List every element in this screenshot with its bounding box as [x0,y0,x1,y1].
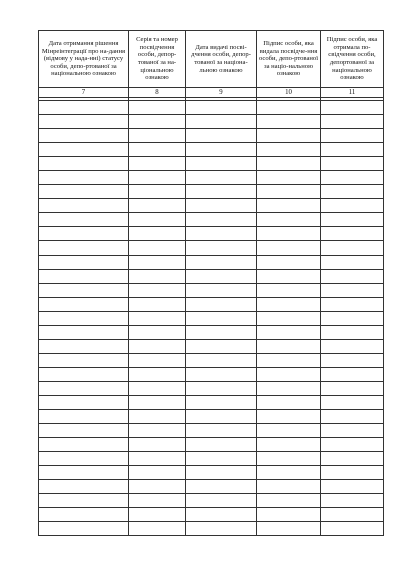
blank-cell [129,466,186,480]
table-row [39,311,384,325]
blank-cell [321,297,384,311]
blank-cell [186,452,257,466]
blank-cell [257,466,321,480]
blank-cell [129,297,186,311]
table-row [39,325,384,339]
blank-cell [129,129,186,143]
blank-cell [129,157,186,171]
blank-cell [257,297,321,311]
blank-cell [186,381,257,395]
blank-cell [186,101,257,115]
blank-cell [257,241,321,255]
blank-cell [186,283,257,297]
blank-cell [39,311,129,325]
table-row [39,395,384,409]
blank-cell [321,480,384,494]
ledger-body [39,101,384,536]
blank-cell [186,508,257,522]
blank-cell [39,522,129,536]
blank-cell [257,480,321,494]
blank-cell [129,424,186,438]
blank-cell [321,269,384,283]
blank-cell [257,129,321,143]
blank-cell [321,494,384,508]
blank-cell [321,452,384,466]
blank-cell [129,367,186,381]
table-row [39,297,384,311]
blank-cell [321,522,384,536]
blank-cell [39,283,129,297]
col-header-issue-date: Дата видачі посві-дчення особи, депор-тованої за націона-льною ознакою [186,31,257,88]
blank-cell [39,143,129,157]
blank-cell [39,269,129,283]
blank-cell [321,353,384,367]
table-row [39,410,384,424]
blank-cell [186,522,257,536]
blank-cell [129,115,186,129]
blank-cell [257,283,321,297]
col-number: 10 [257,88,321,98]
col-number: 7 [39,88,129,98]
blank-cell [39,452,129,466]
col-number: 9 [186,88,257,98]
blank-cell [321,367,384,381]
blank-cell [129,494,186,508]
table-row [39,508,384,522]
blank-cell [129,269,186,283]
blank-cell [257,381,321,395]
blank-cell [186,438,257,452]
blank-cell [129,143,186,157]
col-header-issuer-signature: Підпис особи, яка видала посвідче-ння особи, депо-ртованої за націо-нальною ознакою [257,31,321,88]
table-row [39,171,384,185]
blank-cell [257,494,321,508]
blank-cell [321,143,384,157]
header-row [39,31,384,88]
blank-cell [257,410,321,424]
blank-cell [186,157,257,171]
blank-cell [186,466,257,480]
blank-cell [257,325,321,339]
blank-cell [257,522,321,536]
blank-cell [39,381,129,395]
blank-cell [39,339,129,353]
table-row [39,213,384,227]
table-row [39,269,384,283]
table-row [39,143,384,157]
blank-cell [39,199,129,213]
blank-cell [129,311,186,325]
blank-cell [257,508,321,522]
blank-cell [39,325,129,339]
blank-cell [39,438,129,452]
blank-cell [257,353,321,367]
blank-cell [257,171,321,185]
blank-cell [129,325,186,339]
blank-cell [321,466,384,480]
blank-cell [186,325,257,339]
blank-cell [129,241,186,255]
col-header-recipient-signature: Підпис особи, яка отримала по-свідчення особи, депортованої за національною ознакою [321,31,384,88]
blank-cell [39,480,129,494]
blank-cell [186,143,257,157]
blank-cell [129,395,186,409]
blank-cell [129,438,186,452]
blank-cell [321,227,384,241]
col-header-certificate-number: Серія та номер посвідчення особи, депор-тованої за на-ціональною ознакою [129,31,186,88]
blank-cell [39,367,129,381]
blank-cell [186,115,257,129]
blank-cell [39,494,129,508]
blank-cell [39,227,129,241]
table-row [39,199,384,213]
table-row [39,522,384,536]
blank-cell [321,157,384,171]
blank-cell [321,255,384,269]
blank-cell [39,353,129,367]
blank-cell [321,101,384,115]
blank-cell [321,410,384,424]
blank-cell [186,269,257,283]
blank-cell [186,171,257,185]
blank-cell [321,311,384,325]
table-row [39,381,384,395]
blank-cell [129,199,186,213]
blank-cell [257,452,321,466]
blank-cell [257,438,321,452]
blank-cell [186,227,257,241]
blank-cell [186,353,257,367]
blank-cell [257,339,321,353]
blank-cell [257,199,321,213]
table-row [39,255,384,269]
table-row [39,353,384,367]
blank-cell [321,381,384,395]
blank-cell [39,129,129,143]
blank-cell [257,395,321,409]
blank-cell [39,185,129,199]
blank-cell [257,311,321,325]
blank-cell [321,424,384,438]
blank-cell [129,339,186,353]
blank-cell [257,115,321,129]
blank-cell [129,185,186,199]
blank-cell [257,424,321,438]
blank-cell [39,424,129,438]
table-row [39,115,384,129]
blank-cell [321,129,384,143]
blank-cell [129,283,186,297]
blank-cell [257,213,321,227]
blank-cell [129,410,186,424]
blank-cell [129,227,186,241]
blank-cell [186,424,257,438]
blank-cell [257,157,321,171]
blank-cell [39,395,129,409]
blank-cell [257,255,321,269]
blank-cell [186,199,257,213]
table-row [39,227,384,241]
blank-cell [39,101,129,115]
blank-cell [129,101,186,115]
table-row [39,129,384,143]
blank-cell [257,269,321,283]
table-row [39,367,384,381]
blank-cell [186,311,257,325]
blank-cell [129,480,186,494]
table-row [39,452,384,466]
deportation-register-table [38,30,384,536]
blank-cell [39,508,129,522]
blank-cell [186,255,257,269]
blank-cell [39,115,129,129]
blank-cell [129,255,186,269]
blank-cell [129,522,186,536]
blank-cell [129,508,186,522]
table-row [39,283,384,297]
table-row [39,157,384,171]
blank-cell [186,213,257,227]
col-number: 8 [129,88,186,98]
blank-cell [257,227,321,241]
blank-cell [186,129,257,143]
table-row [39,424,384,438]
blank-cell [129,452,186,466]
blank-cell [321,508,384,522]
blank-cell [186,339,257,353]
blank-cell [39,241,129,255]
table-row [39,494,384,508]
table-row [39,101,384,115]
blank-cell [257,101,321,115]
blank-cell [186,185,257,199]
blank-cell [321,395,384,409]
blank-cell [321,339,384,353]
blank-cell [39,255,129,269]
col-header-decision-date: Дата отримання рішення Мінреінтеграції про на-дання (відмову у нада-нні) статусу особи, депо-ртованої за національною ознакою [39,31,129,88]
blank-cell [321,199,384,213]
blank-cell [257,143,321,157]
blank-cell [186,395,257,409]
table-row [39,185,384,199]
blank-cell [186,494,257,508]
blank-cell [129,213,186,227]
table-row [39,241,384,255]
blank-cell [129,381,186,395]
blank-cell [321,213,384,227]
col-number: 11 [321,88,384,98]
blank-cell [39,171,129,185]
table-row [39,339,384,353]
blank-cell [257,367,321,381]
blank-cell [186,241,257,255]
table-row [39,438,384,452]
blank-cell [321,438,384,452]
blank-cell [257,185,321,199]
blank-cell [186,410,257,424]
blank-cell [321,241,384,255]
blank-cell [186,297,257,311]
blank-cell [129,171,186,185]
blank-cell [39,157,129,171]
blank-cell [39,297,129,311]
column-number-row [39,88,384,98]
blank-cell [186,480,257,494]
table-row [39,480,384,494]
blank-cell [321,171,384,185]
blank-cell [39,213,129,227]
blank-cell [39,410,129,424]
blank-cell [39,466,129,480]
blank-cell [186,367,257,381]
blank-cell [321,283,384,297]
blank-cell [129,353,186,367]
blank-cell [321,325,384,339]
blank-cell [321,185,384,199]
blank-cell [321,115,384,129]
table-row [39,466,384,480]
